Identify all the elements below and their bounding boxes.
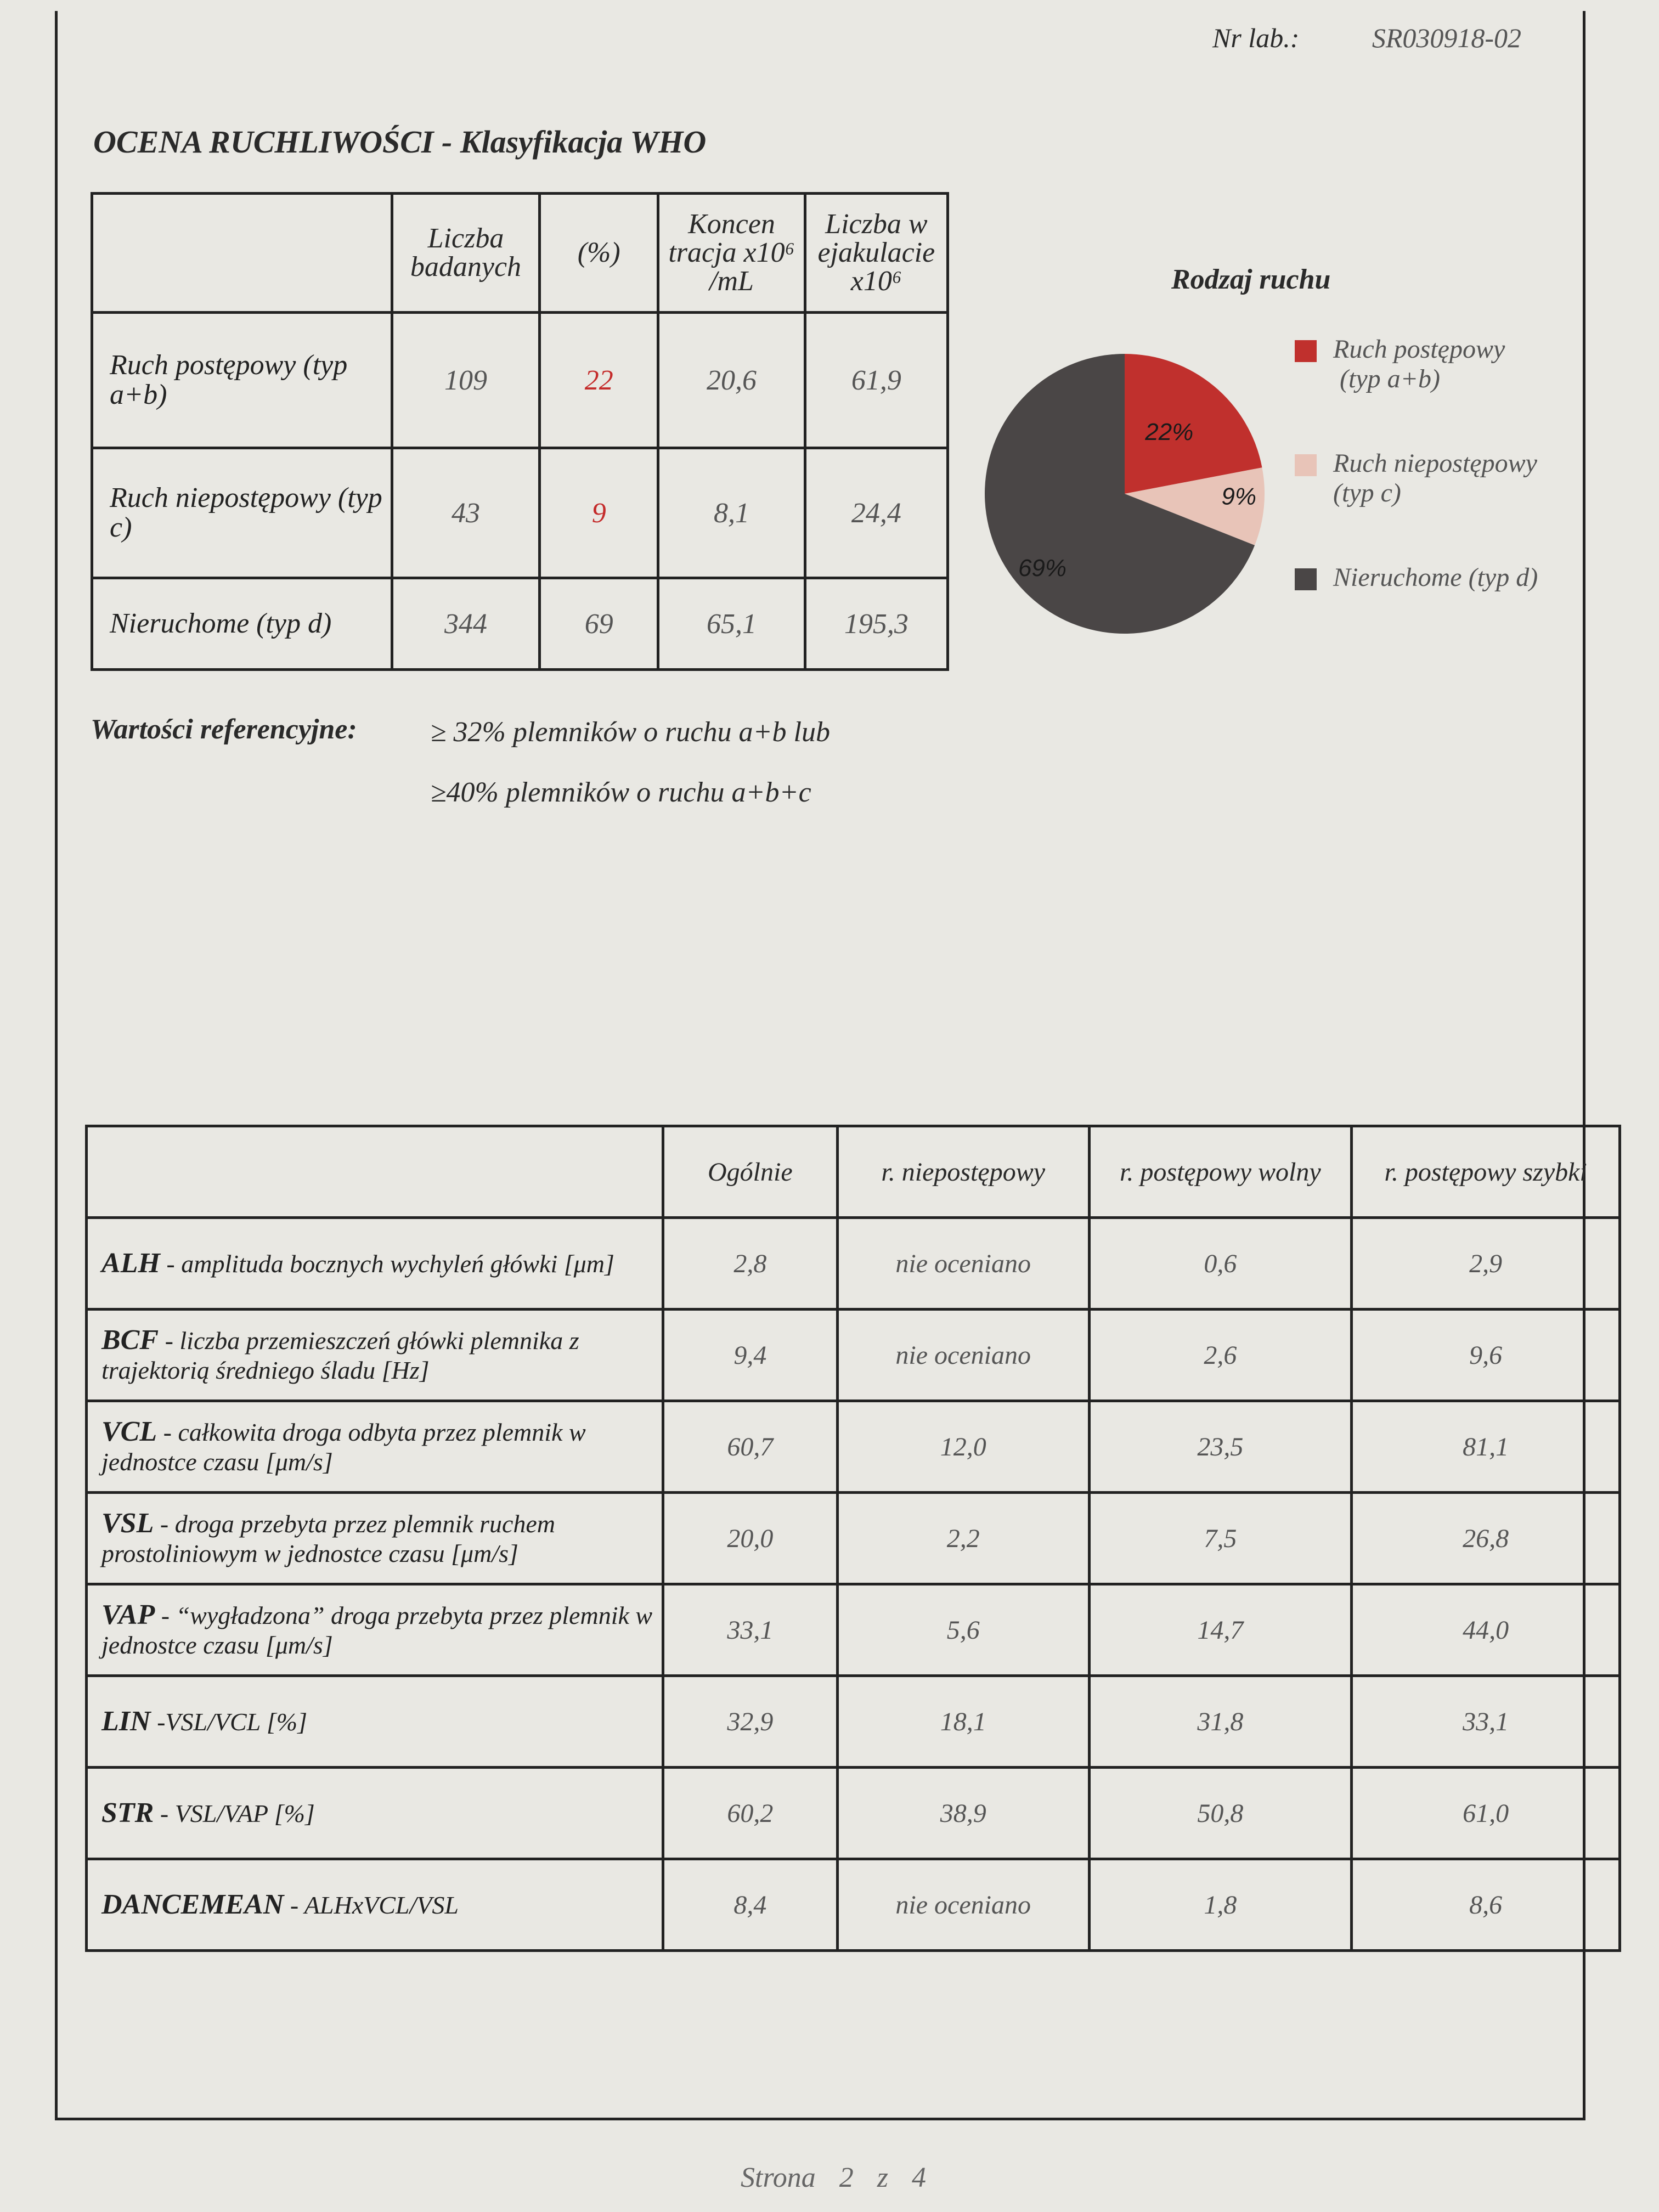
value-cell: 2,6 xyxy=(1089,1310,1352,1401)
value-cell: 14,7 xyxy=(1089,1584,1352,1676)
value-cell: 9,4 xyxy=(663,1310,837,1401)
count-cell: 109 xyxy=(392,313,539,448)
pie-slice-label: 69% xyxy=(1018,555,1067,582)
legend-item xyxy=(1295,563,1538,592)
pie-chart xyxy=(977,351,1273,636)
legend-label xyxy=(1333,335,1505,394)
row-label xyxy=(87,1768,663,1859)
row-abbreviation: VCL xyxy=(101,1415,157,1447)
row-label: Ruch postępowy (typ a+b) xyxy=(92,313,392,448)
motility-table xyxy=(91,192,949,671)
header-cell: Ogólnie xyxy=(663,1126,837,1218)
value-cell: 44,0 xyxy=(1352,1584,1620,1676)
header-cell: Koncen tracja x10⁶ /mL xyxy=(658,194,805,313)
value-cell: 5,6 xyxy=(837,1584,1089,1676)
concentration-cell: 20,6 xyxy=(658,313,805,448)
reference-line-1: ≥ 32% plemników o ruchu a+b lub xyxy=(431,716,830,748)
table-row xyxy=(92,448,948,578)
legend-swatch xyxy=(1295,454,1317,476)
header-cell: Liczba badanych xyxy=(392,194,539,313)
legend-label-line2: (typ c) xyxy=(1333,478,1401,507)
value-cell: 9,6 xyxy=(1352,1310,1620,1401)
reference-label: Wartości referencyjne: xyxy=(91,714,357,745)
value-cell: 23,5 xyxy=(1089,1401,1352,1493)
percent-cell: 69 xyxy=(540,578,658,670)
row-abbreviation: STR xyxy=(101,1797,154,1829)
value-cell: 18,1 xyxy=(837,1676,1089,1768)
table-row xyxy=(87,1768,1620,1859)
chart-legend xyxy=(1295,335,1538,647)
lab-number xyxy=(1212,22,1521,54)
value-cell: 60,2 xyxy=(663,1768,837,1859)
row-abbreviation: LIN xyxy=(101,1705,151,1737)
value-cell: 38,9 xyxy=(837,1768,1089,1859)
value-cell: nie oceniano xyxy=(837,1218,1089,1310)
row-label xyxy=(87,1310,663,1401)
value-cell: 2,9 xyxy=(1352,1218,1620,1310)
value-cell: 7,5 xyxy=(1089,1493,1352,1584)
row-label xyxy=(87,1676,663,1768)
legend-label-line1: Ruch niepostępowy xyxy=(1333,449,1537,478)
row-abbreviation: DANCEMEAN xyxy=(101,1888,284,1920)
value-cell: 20,0 xyxy=(663,1493,837,1584)
row-abbreviation: BCF xyxy=(101,1324,159,1356)
value-cell: 8,6 xyxy=(1352,1859,1620,1951)
pie-slice-label: 22% xyxy=(1145,418,1194,445)
header-cell: r. postępowy wolny xyxy=(1089,1126,1352,1218)
motility-table-header xyxy=(92,194,948,313)
header-cell: (%) xyxy=(540,194,658,313)
table-row xyxy=(92,578,948,670)
legend-item xyxy=(1295,335,1538,394)
legend-swatch xyxy=(1295,568,1317,590)
row-label xyxy=(87,1859,663,1951)
header-cell: r. niepostępowy xyxy=(837,1126,1089,1218)
chart-title: Rodzaj ruchu xyxy=(1171,264,1331,295)
row-label xyxy=(87,1584,663,1676)
legend-item xyxy=(1295,449,1538,508)
row-abbreviation: VSL xyxy=(101,1507,154,1539)
value-cell: 1,8 xyxy=(1089,1859,1352,1951)
kinematics-table xyxy=(85,1125,1621,1952)
concentration-cell: 8,1 xyxy=(658,448,805,578)
row-label: Nieruchome (typ d) xyxy=(92,578,392,670)
value-cell: 60,7 xyxy=(663,1401,837,1493)
table-row xyxy=(87,1401,1620,1493)
row-abbreviation: VAP xyxy=(101,1599,155,1630)
value-cell: 33,1 xyxy=(663,1584,837,1676)
count-cell: 43 xyxy=(392,448,539,578)
row-label xyxy=(87,1493,663,1584)
row-abbreviation: ALH xyxy=(101,1247,160,1279)
value-cell: nie oceniano xyxy=(837,1310,1089,1401)
table-row xyxy=(87,1584,1620,1676)
total-cell: 195,3 xyxy=(805,578,947,670)
table-row xyxy=(87,1310,1620,1401)
value-cell: 61,0 xyxy=(1352,1768,1620,1859)
lab-number-value: SR030918-02 xyxy=(1372,22,1522,53)
row-description: - całkowita droga odbyta przez plemnik w jednostce czasu [μm/s] xyxy=(101,1418,586,1476)
count-cell: 344 xyxy=(392,578,539,670)
percent-cell: 22 xyxy=(540,313,658,448)
legend-label-line2: (typ a+b) xyxy=(1333,364,1440,393)
row-label xyxy=(87,1401,663,1493)
kinematics-table-header xyxy=(87,1126,1620,1218)
value-cell: 8,4 xyxy=(663,1859,837,1951)
percent-cell: 9 xyxy=(540,448,658,578)
legend-swatch xyxy=(1295,340,1317,362)
table-row xyxy=(92,313,948,448)
kinematics-table-body xyxy=(87,1218,1620,1951)
value-cell: 33,1 xyxy=(1352,1676,1620,1768)
value-cell: 32,9 xyxy=(663,1676,837,1768)
table-row xyxy=(87,1859,1620,1951)
table-row xyxy=(87,1493,1620,1584)
page-footer: Strona 2 z 4 xyxy=(741,2162,926,2193)
header-cell: Liczba w ejakulacie x10⁶ xyxy=(805,194,947,313)
value-cell: 0,6 xyxy=(1089,1218,1352,1310)
row-description: - ALHxVCL/VSL xyxy=(284,1891,459,1919)
value-cell: nie oceniano xyxy=(837,1859,1089,1951)
table-row xyxy=(87,1676,1620,1768)
legend-label xyxy=(1333,449,1537,508)
header-cell xyxy=(87,1126,663,1218)
row-description: - liczba przemieszczeń główki plemnika z trajektorią średniego śladu [Hz] xyxy=(101,1326,579,1384)
row-label: Ruch niepostępowy (typ c) xyxy=(92,448,392,578)
value-cell: 2,8 xyxy=(663,1218,837,1310)
total-cell: 61,9 xyxy=(805,313,947,448)
row-description: - amplituda bocznych wychyleń główki [μm] xyxy=(160,1249,614,1278)
page-title: OCENA RUCHLIWOŚCI - Klasyfikacja WHO xyxy=(93,124,707,160)
row-description: -VSL/VCL [%] xyxy=(150,1707,307,1736)
legend-label-line1: Ruch postępowy xyxy=(1333,335,1505,364)
value-cell: 2,2 xyxy=(837,1493,1089,1584)
lab-number-label: Nr lab.: xyxy=(1212,22,1300,53)
value-cell: 12,0 xyxy=(837,1401,1089,1493)
value-cell: 50,8 xyxy=(1089,1768,1352,1859)
row-description: - droga przebyta przez plemnik ruchem prostoliniowym w jednostce czasu [μm/s] xyxy=(101,1509,555,1567)
header-cell xyxy=(92,194,392,313)
value-cell: 31,8 xyxy=(1089,1676,1352,1768)
row-description: - VSL/VAP [%] xyxy=(154,1799,315,1827)
concentration-cell: 65,1 xyxy=(658,578,805,670)
total-cell: 24,4 xyxy=(805,448,947,578)
reference-line-2: ≥40% plemników o ruchu a+b+c xyxy=(431,777,811,808)
legend-label: Nieruchome (typ d) xyxy=(1333,563,1538,592)
row-description: - “wygładzona” droga przebyta przez plemnik w jednostce czasu [μm/s] xyxy=(101,1601,653,1659)
pie-slice-label: 9% xyxy=(1221,483,1256,510)
table-row xyxy=(87,1218,1620,1310)
row-label xyxy=(87,1218,663,1310)
value-cell: 26,8 xyxy=(1352,1493,1620,1584)
header-cell: r. postępowy szybki xyxy=(1352,1126,1620,1218)
value-cell: 81,1 xyxy=(1352,1401,1620,1493)
